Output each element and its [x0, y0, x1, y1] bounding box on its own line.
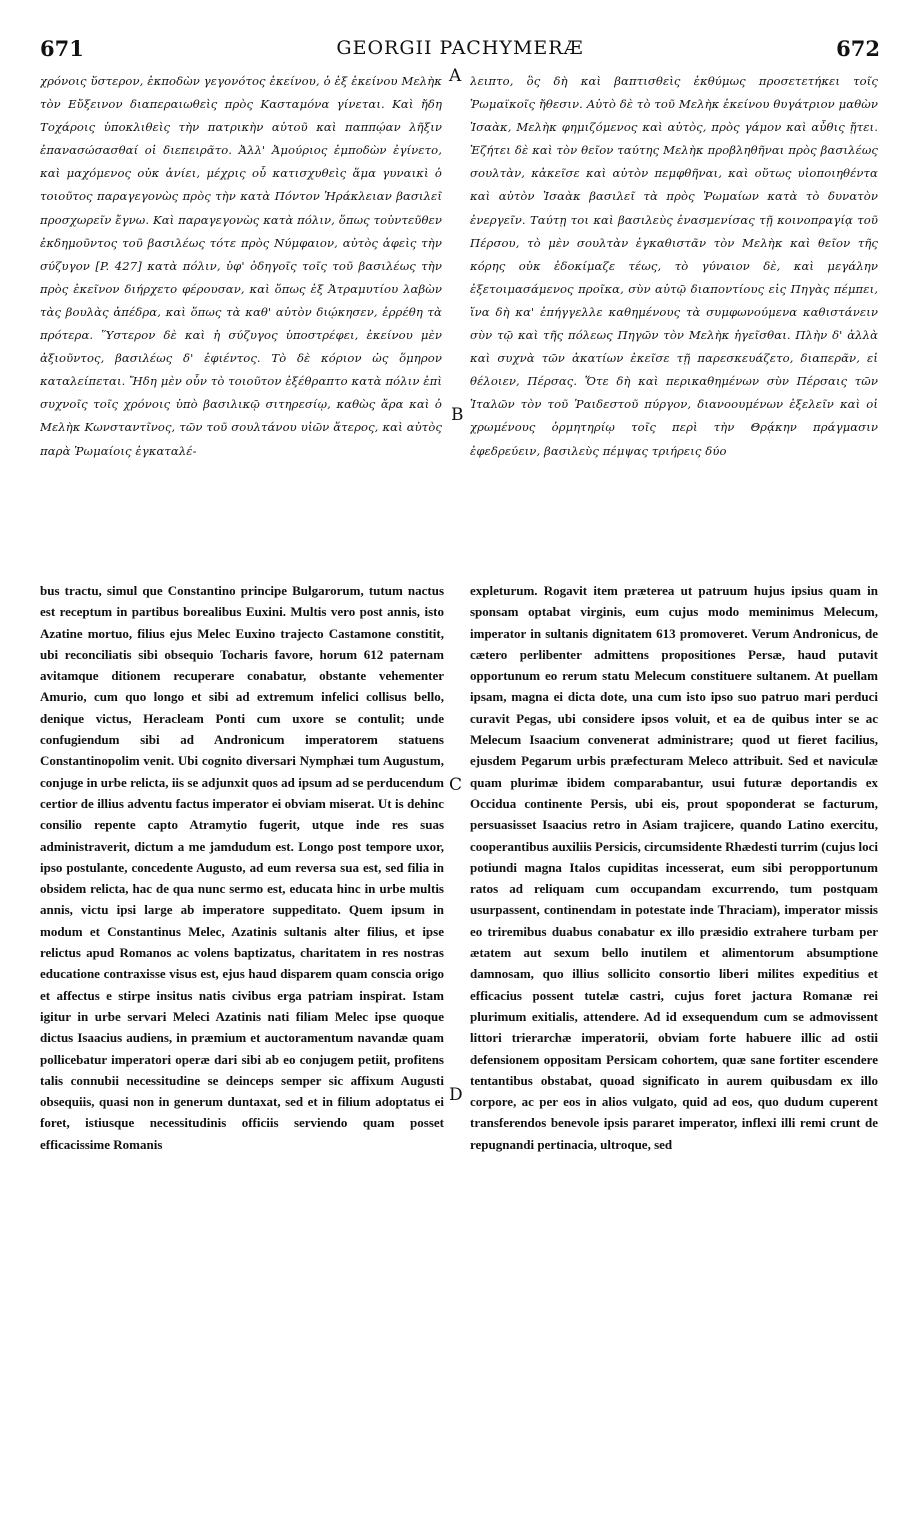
running-header — [40, 36, 880, 60]
margin-marker-c: C — [449, 775, 463, 795]
margin-marker-b: B — [451, 405, 464, 425]
latin-translation-left-column: bus tractu, simul que Constantino principe Bulgarorum, tutum nactus est receptum in partibus borealibus Euxini. Multis vero post annis, isto Azatine mortuo, filius ejus Melec Euxino trajecto Castamone constitit, ubi reconciliatis sibi obsequio Tocharis favore, horum 612 paternam avitamque ditionem recuperare conabatur, obstante vehementer Amurio, cum quo longo et sibi ad extremum infelici collisus bello, denique victus, Heracleam Ponti cum uxore se contulit; unde confugiendum sibi ad Andronicum imperatorem statuens Constantinopolim venit. Ubi cognito diversari Nymphæi tum Augustum, conjuge in urbe relicta, iis se adjunxit quos ad ipsum ad se perducendum certior de illius adventu factus imperator ei obviam miserat. Ut is dehinc consilio repente capto Atramytio fugerit, utque inde res suas administraverit, dictum a me jamdudum est. Longo post tempore uxor, ipso postulante, concedente Augusto, ad eum reversa sua est, sed filia in obsidem relicta, hac de qua nunc sermo est, educata hinc in urbe multis annis, victu ipsi large ab imperatore suppeditato. Quem ipsum in modum et Constantinus Melec, Azatinis sultanis alter filius, et ipse relictus apud Romanos ac volens baptizatus, charitatem in res nostras educatione contraxisse visus est, ejus haud disparem quam conscia origo et affectus e stirpe insitus natis civibus erga patriam inspirat. Istam igitur in urbe servari Meleci Azatinis nati filiam Melec ipse quoque dictus Isaacius audiens, in præmium et auctoramentum navandæ quam pollicebatur imperatori operæ dari sibi ab eo conjugem petiit, profitens talis connubii necessitudine se deinceps semper sic affixum Augusti obsequiis, quasi non in generum duntaxat, sed et in filium adoptatus ei foret, istiusque necessitudinis officiis serviendo quam posset efficacissime Romanis — [40, 583, 444, 1152]
page-number-right: 672 — [836, 36, 880, 61]
margin-marker-a: A — [449, 66, 462, 86]
page-number-left: 671 — [40, 36, 84, 61]
latin-translation-right-column: expleturum. Rogavit item præterea ut patruum hujus ipsius quam in sponsam optabat virginis, eum cujus modo meminimus Melecum, imperator in sultanis dignitatem 613 promoveret. Verum Andronicus, de cætero perlibenter admittens propositiones Persæ, haud putavit opportunum eo rerum statu Melecum constituere sultanem. At puellam ipsam, magna ei dicta dote, una cum isto ipso suo patruo mari perduci curavit Pegas, ubi considere ipsos voluit, et ea de quibus inter se ac Melecum Isaacium convenerat administrare; quod ut fieret facilius, ejusdem Pegarum urbis præfecturam Meleco attribuit. Sed et naviculæ quam plurimæ ibidem comparabantur, usui futuræ deportandis ex Occidua continente Persis, ubi eis, prout spoponderat se facturum, persuasisset Isaacius retro in Asiam trajicere, quando Latino exercitu, cooperantibus auxiliis Persicis, circumsidente Rhædesti turrim (cujus loci potiundi magna Italos cupiditas incesserat, eum sibi peropportunum ratos ad reliquam cum occupandam excurrendo, tum postquam usurpassent, continendam in potestate inde Thraciam), imperator missis eo triremibus duabus conabatur ex illo præsidio extrahere turbam per ætatem aut sexum bello inutilem et alimentorum absumptione damnosam, quo illius sollicito consortio liberi milites expeditius et efficacius possent tutelæ castri, cujus foret jactura Romanæ rei plurimum exitialis, attendere. Ad id exsequendum cum se admovissent littori trierarchæ imperatorii, obviam forte habuere illic ad ostii defensionem oppositam Persicam cohortem, quæ sane fortiter escendere tentantibus obstabat, quoad significato in aurem quibusdam ex illo corpore, ac per eos in alios vulgato, quid ad eos, quo dudum cuperent transferendos benevole ipsis pararet imperator, inflexi illi remi crunt de repugnandi pertinacia, ultroque, sed — [470, 583, 878, 1152]
margin-marker-d: D — [449, 1085, 463, 1105]
greek-text-left-column: χρόνοις ὕστερον, ἐκποδὼν γεγονότος ἐκείνου, ὁ ἐξ ἐκείνου Μελὴκ τὸν Εὔξεινον διαπεραιωθεὶς πρὸς Κασταμόνα γίνεται. Καὶ ἤδη Τοχάροις ὑποκλιθεὶς τὴν πατρικὴν αὐτοῦ καὶ παππῴαν λῆξιν ἐπανασώσασθαί οἱ διεπειρᾶτο. Ἀλλ' Ἀμούριος ἐμποδὼν ἐγίνετο, καὶ μαχόμενος οὐκ ἀνίει, μέχρις οὗ κατισχυθεὶς ἅμα γυναικὶ ὁ τοιοῦτος παραγεγονὼς πρὸς τὴν κατὰ Πόντον Ἡράκλειαν βασιλεῖ προσχωρεῖν ἔγνω. Καὶ παραγεγονὼς κατὰ πόλιν, ὅπως τοὐντεῦθεν ἐκδημοῦντος τοῦ βασιλέως τότε πρὸς Νύμφαιον, αὐτὸς ἀφεὶς τὴν σύζυγον [P. 427] κατὰ πόλιν, ὑφ' ὁδηγοῖς τοῖς τοῦ βασιλέως τὴν πρὸς ἐκεῖνον διήρχετο φέρουσαν, καὶ ὅπως ἐξ Ἀτραμυτίου λαβὼν τὰς βουλὰς ἀπέδρα, καὶ ὅπως τὰ καθ' αὐτὸν διῴκησεν, ἐρρέθη τὰ πρότερα. Ὕστερον δὲ καὶ ἡ σύζυγος ὑποστρέφει, ἐκείνου μὲν ἀξιοῦντος, βασιλέως δ' ἐφιέντος. Τὸ δὲ κόριον ὡς ὅμηρον καταλείπεται. Ἤδη μὲν οὖν τὸ τοιοῦτον ἐξέθραπτο κατὰ πόλιν ἐπὶ συχνοῖς τοῖς χρόνοις ὑπὸ βασιλικῷ σιτηρεσίῳ, καθὼς ἄρα καὶ ὁ Μελὴκ Κωνσταντῖνος, τῶν τοῦ σουλτάνου υἱῶν ἅτερος, καὶ αὐτὸς παρὰ Ῥωμαίοις ἐγκαταλέ- — [40, 74, 442, 458]
running-title: GEORGII PACHYMERÆ — [336, 37, 584, 59]
greek-text-right-column: λειπτο, ὃς δὴ καὶ βαπτισθεὶς ἐκθύμως προσετετήκει τοῖς Ῥωμαϊκοῖς ἤθεσιν. Αὐτὸ δὲ τὸ τοῦ Μελὴκ ἐκείνου θυγάτριον μαθὼν Ἰσαὰκ, Μελὴκ φημιζόμενος καὶ αὐτὸς, πρὸς γάμον καὶ αὖθις ᾔτει. Ἐζήτει δὲ καὶ τὸν θεῖον ταύτης Μελὴκ προβληθῆναι πρὸς βασιλέως σουλτὰν, κἀκεῖσε καὶ αὐτὸν πεμφθῆναι, καὶ οὕτως υἱοποιηθέντα καὶ αὐτὸν Ἰσαὰκ βασιλεῖ τὰ πρὸς Ῥωμαίων κατὰ τὸ δυνατὸν ἐνεργεῖν. Ταύτῃ τοι καὶ βασιλεὺς ἐνασμενίσας τῇ κοινοπραγίᾳ τοῦ Πέρσου, τὸ μὲν σουλτὰν ἐγκαθιστᾶν τὸν Μελὴκ καὶ θεῖον τῆς κόρης οὐκ ἐδοκίμαζε τέως, τὸ γύναιον δὲ, καὶ μεγάλην ἐξετοιμασάμενος προῖκα, σὺν αὐτῷ διαποντίους εἰς Πηγὰς πέμπει, ἵνα δὴ κα' ἐπήγγελλε καθημένους τὰ συμφωνούμενα καθιστάνειν σὺν τῷ καὶ τῆς πόλεως Πηγῶν τὸν Μελὴκ ἡγεῖσθαι. Πλὴν δ' ἀλλὰ καὶ συχνὰ τῶν ἀκατίων ἐκεῖσε τῇ παρεσκευάζετο, διαπερᾶν, εἰ θέλοιεν, Πέρσας. Ὅτε δὴ καὶ περικαθημένων σὺν Πέρσαις τῶν Ἰταλῶν τὸν τοῦ Ῥαιδεστοῦ πύργον, διανοουμένων ἐξελεῖν καὶ οἱ χρωμένους ὁρμητηρίῳ τοῖς περὶ τὴν Θρᾴκην πράγμασιν ἐφεδρεύειν, βασιλεὺς πέμψας τριήρεις δύο — [470, 74, 878, 458]
